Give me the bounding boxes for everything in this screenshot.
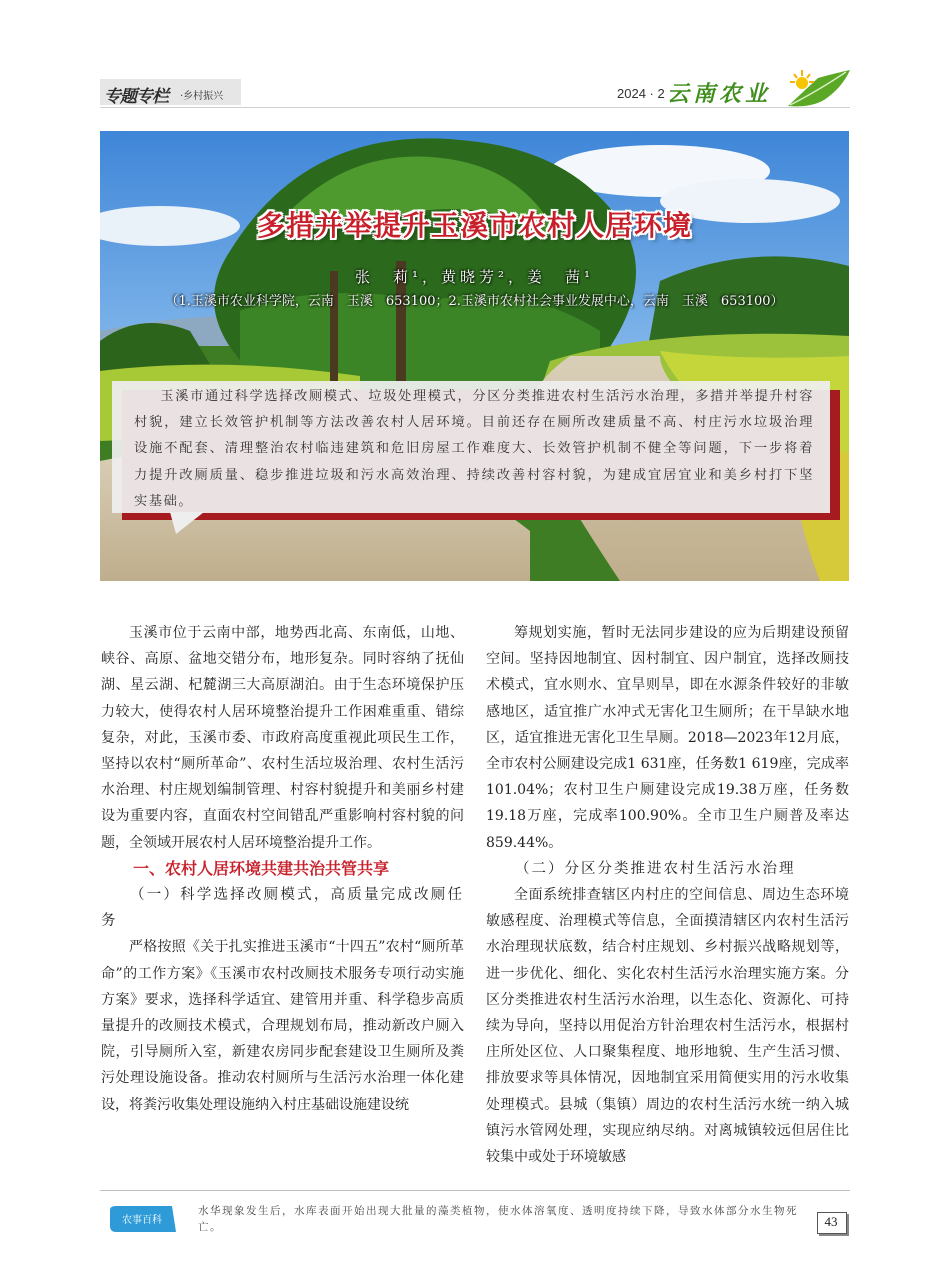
paragraph: 严格按照《关于扎实推进玉溪市“十四五”农村“厕所革命”的工作方案》《玉溪市农村改厕技术服务专项行动实施方案》要求，选择科学适宜、建管用并重、科学稳步高质量提升的改厕技术模式，合理规划布局，推动新改户厕入院，引导厕所入室，新建农房同步配套建设卫生厕所及粪污处理设施设备。推动农村厕所与生活污水治理一体化建设，将粪污收集处理设施纳入村庄基础设施建设统 [101, 939, 464, 1113]
article-affiliations: （1.玉溪市农业科学院，云南 玉溪 653100；2.玉溪市农村社会事业发展中心，云南 玉溪 653100） [165, 294, 784, 309]
subsection-heading: （二）分区分类推进农村生活污水治理 [515, 860, 796, 877]
section-heading: 一、农村人居环境共建共治共管共享 [133, 858, 390, 878]
body-column-right [486, 620, 849, 1170]
footer-tag: 农事百科 [122, 1215, 162, 1226]
subsection-heading: （一）科学选择改厕模式，高质量完成改厕任务 [101, 887, 464, 930]
footer-note: 水华现象发生后，水库表面开始出现大批量的藻类植物，使水体溶氧度、透明度持续下降，导致水体部分水生物死亡。 [198, 1205, 798, 1233]
column-name: 专题专栏 [104, 87, 168, 107]
article-title: 多措并举提升玉溪市农村人居环境 [256, 209, 692, 242]
abstract-tail [170, 512, 210, 540]
paragraph: 筹规划实施，暂时无法同步建设的应为后期建设预留空间。坚持因地制宜、因村制宜、因户制宜，选择改厕技术模式，宜水则水、宜旱则旱，即在水源条件较好的非敏感地区，适宜推广水冲式无害化卫生厕所；在干旱缺水地区，适宜推进无害化卫生旱厕。2018—2023年12月底，全市农村公厕建设完成1 631座，任务数1 619座，完成率101.04%；农村卫生户厕建设完成19.38万座，任务数19.18万座，完成率100.90%。全市卫生户厕普及率达859.44%。 [486, 625, 849, 851]
issue-number: 2024 · 2 [617, 86, 665, 101]
paragraph: 全面系统排查辖区内村庄的空间信息、周边生态环境敏感程度、治理模式等信息，全面摸清辖区内农村生活污水治理现状底数，结合村庄规划、乡村振兴战略规划等，进一步优化、细化、实化农村生活污水治理实施方案。分区分类推进农村生活污水治理，以生态化、资源化、可持续为导向，坚持以用促治方针治理农村生活污水，根据村庄所处区位、人口聚集程度、地形地貌、生产生活习惯、排放要求等具体情况，因地制宜采用简便实用的污水收集处理模式。县城（集镇）周边的农村生活污水统一纳入城镇污水管网处理，实现应纳尽纳。对离城镇较远但居住比较集中或处于环境敏感 [486, 887, 849, 1166]
sun-leaf-logo-icon [780, 68, 852, 112]
page-number: 43 [824, 1214, 838, 1229]
article-authors: 张 莉¹，黄晓芳²，姜 茜¹ [354, 268, 595, 286]
paragraph: 玉溪市位于云南中部，地势西北高、东南低，山地、峡谷、高原、盆地交错分布，地形复杂。同时容纳了抚仙湖、星云湖、杞麓湖三大高原湖泊。由于生态环境保护压力较大，使得农村人居环境整治提升工作困难重重、错综复杂，对此，玉溪市委、市政府高度重视此项民生工作，坚持以农村“厕所革命”、农村生活垃圾治理、农村生活污水治理、村庄规划编制管理、村容村貌提升和美丽乡村建设为重要内容，直面农村空间错乱严重影响村容村貌的问题，全领域开展农村人居环境整治提升工作。 [101, 625, 464, 851]
footer-rule [100, 1190, 850, 1191]
article-abstract: 玉溪市通过科学选择改厕模式、垃圾处理模式，分区分类推进农村生活污水治理，多措并举提升村容村貌，建立长效管护机制等方法改善农村人居环境。目前还存在厕所改建质量不高、村庄污水垃圾治理设施不配套、清理整治农村临违建筑和危旧房屋工作难度大、长效管护机制不健全等问题，下一步将着力提升改厕质量、稳步推进垃圾和污水高效治理、持续改善村容村貌，为建成宜居宜业和美乡村打下坚实基础。 [134, 389, 814, 509]
header-rule [100, 107, 850, 108]
body-column-left [101, 620, 464, 1118]
magazine-brand: 云南农业 [667, 81, 772, 107]
column-subtitle: ·乡村振兴 [180, 91, 224, 102]
